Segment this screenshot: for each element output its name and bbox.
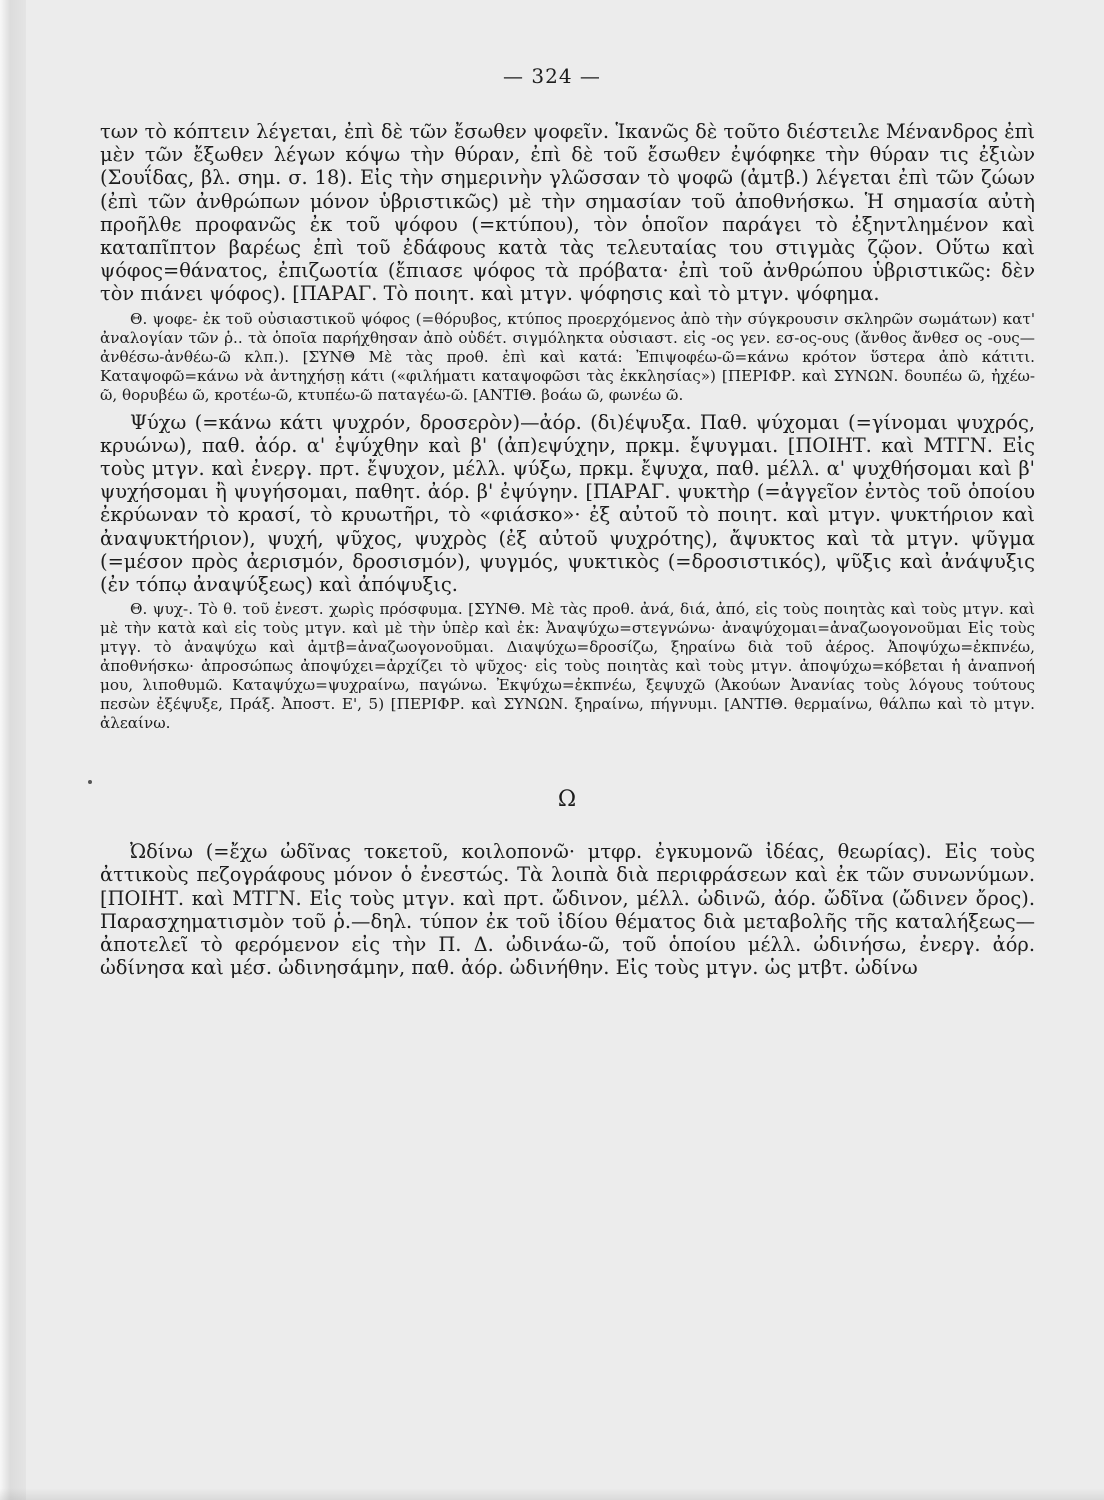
page-number: — 324 — [503, 64, 601, 88]
margin-mark [88, 780, 92, 784]
entry-odino: Ὠδίνω (=ἔχω ὠδῖνας τοκετοῦ, κοιλοπονῶ· μτφρ. ἐγκυμονῶ ἰδέας, θεωρίας). Εἰς τοὺς ἀττικοὺς πεζογράφους μόνον ὁ ἐνεστώς. Τὰ λοιπὰ διὰ περιφράσεων καὶ ἐκ τῶν συνωνύμων. [ΠΟΙΗΤ. καὶ ΜΤΓΝ. Εἰς τοὺς μτγν. καὶ πρτ. ὤδινον, μέλλ. ὠδινῶ, ἀόρ. ὤδῖνα (ὤδινεν ὄρος). Παρασχηματισμὸν τοῦ ῥ.—δηλ. τύπον ἐκ τοῦ ἰδίου θέματος διὰ μεταβολῆς τῆς καταλήξεως—ἀποτελεῖ τὸ φερόμενον εἰς τὴν Π. Δ. ὠδινάω-ῶ, τοῦ ὁποίου μέλλ. ὠδινήσω, ἐνεργ. ἀόρ. ὠδίνησα καὶ μέσ. ὠδινησάμην, παθ. ἀόρ. ὠδινήθην. Εἰς τοὺς μτγν. ὡς μτβτ. ὠδίνω [100, 840, 1035, 980]
text-column [100, 120, 1035, 979]
entry-psofo-continuation: των τὸ κόπτειν λέγεται, ἐπὶ δὲ τῶν ἔσωθεν ψοφεῖν. Ἱκανῶς δὲ τοῦτο διέστειλε Μένανδρος ἐπὶ μὲν τῶν ἔξωθεν λέγων κόψω τὴν θύραν, ἐπὶ δὲ τοῦ ἔσωθεν ἐψόφηκε τὴν θύραν τις ἐξιὼν (Σουΐδας, βλ. σημ. σ. 18). Εἰς τὴν σημερινὴν γλῶσσαν τὸ ψοφῶ (ἀμτβ.) λέγεται ἐπὶ τῶν ζώων (ἐπὶ τῶν ἀνθρώπων μόνον ὑβριστικῶς) μὲ τὴν σημασίαν τοῦ ἀποθνήσκω. Ἡ σημασία αὐτὴ προῆλθε προφανῶς ἐκ τοῦ ψόφου (=κτύπου), τὸν ὁποῖον παράγει τὸ ἐξηντλημένον καὶ καταπῖπτον βαρέως ἐπὶ τοῦ ἐδάφους κατὰ τὰς τελευταίας του στιγμὰς ζῷον. Οὕτω καὶ ψόφος=θάνατος, ἐπιζωοτία (ἔπιασε ψόφος τὰ πρόβατα· ἐπὶ τοῦ ἀνθρώπου ὑβριστικῶς: δὲν τὸν πιάνει ψόφος). [ΠΑΡΑΓ. Τὸ ποιητ. καὶ μτγν. ψόφησις καὶ τὸ μτγν. ψόφημα. [100, 120, 1035, 306]
entry-psofo-note: Θ. ψοφε- ἐκ τοῦ οὐσιαστικοῦ ψόφος (=θόρυβος, κτύπος προερχόμενος ἀπὸ τὴν σύγκρουσιν σκληρῶν σωμάτων) κατ' ἀναλογίαν τῶν ῥ.. τὰ ὁποῖα παρήχθησαν ἀπὸ οὐδέτ. σιγμόληκτα οὐσιαστ. εἰς -ος γεν. εσ-ος-ους (ἄνθος ἄνθεσ ος -ους—ἀνθέσω-ἀνθέω-ῶ κλπ.). [ΣΥΝΘ Μὲ τὰς προθ. ἐπὶ καὶ κατά: Ἐπιψοφέω-ῶ=κάνω κρότον ὕστερα ἀπὸ κάτιτι. Καταψοφῶ=κάνω νὰ ἀντηχήσῃ κάτι («φιλήματι καταψοφῶσι τὰς ἐκκλησίας») [ΠΕΡΙΦΡ. καὶ ΣΥΝΩΝ. δουπέω ῶ, ἠχέω-ῶ, θορυβέω ῶ, κροτέω-ῶ, κτυπέω-ῶ παταγέω-ῶ. [ΑΝΤΙΘ. βοάω ῶ, φωνέω ῶ. [100, 309, 1035, 404]
entry-psycho: Ψύχω (=κάνω κάτι ψυχρόν, δροσερὸν)—ἀόρ. (δι)έψυξα. Παθ. ψύχομαι (=γίνομαι ψυχρός, κρυώνω), παθ. ἀόρ. α' ἐψύχθην καὶ β' (ἀπ)εψύχην, πρκμ. ἔψυγμαι. [ΠΟΙΗΤ. καὶ ΜΤΓΝ. Εἰς τοὺς μτγν. καὶ ἐνεργ. πρτ. ἔψυχον, μέλλ. ψύξω, πρκμ. ἔψυχα, παθ. μέλλ. α' ψυχθήσομαι καὶ β' ψυχήσομαι ἢ ψυγήσομαι, παθητ. ἀόρ. β' ἐψύγην. [ΠΑΡΑΓ. ψυκτὴρ (=ἀγγεῖον ἐντὸς τοῦ ὁποίου ἐκρύωναν τὸ κρασί, τὸ κρυωτῆρι, τὸ «φιάσκο»· ἐξ αὐτοῦ τὸ ποιητ. καὶ μτγν. ψυκτήριον καὶ ἀναψυκτήριον), ψυχή, ψῦχος, ψυχρὸς (ἐξ αὐτοῦ ψυχρότης), ἄψυκτος καὶ τὰ μτγν. ψῦγμα (=μέσον πρὸς ἀερισμόν, δροσισμόν), ψυγμός, ψυκτικὸς (=δροσιστικός), ψῦξις καὶ ἀνάψυξις (ἐν τόπῳ ἀναψύξεως) καὶ ἀπόψυξις. [100, 410, 1035, 597]
entry-psycho-note: Θ. ψυχ-. Τὸ θ. τοῦ ἐνεστ. χωρὶς πρόσφυμα. [ΣΥΝΘ. Μὲ τὰς προθ. ἀνά, διά, ἀπό, εἰς τοὺς ποιητὰς καὶ τοὺς μτγν. καὶ μὲ τὴν κατὰ καὶ εἰς τοὺς μτγν. καὶ μὲ τὴν ὑπὲρ καὶ ἐκ: Ἀναψύχω=στεγνώνω· ἀναψύχομαι=ἀναζωογονοῦμαι Εἰς τοὺς μτγγ. τὸ ἀναψύχω καὶ ἀμτβ=ἀναζωογονοῦμαι. Διαψύχω=δροσίζω, ξηραίνω διὰ τοῦ ἀέρος. Ἀποψύχω=ἐκπνέω, ἀποθνήσκω· ἀπροσώπως ἀποψύχει=ἀρχίζει τὸ ψῦχος· εἰς τοὺς ποιητὰς καὶ τοὺς μτγν. ἀποψύχω=κόβεται ἡ ἀναπνοή μου, λιποθυμῶ. Καταψύχω=ψυχραίνω, παγώνω. Ἐκψύχω=ἐκπνέω, ξεψυχῶ (Ἀκούων Ἀνανίας τοὺς λόγους τούτους πεσὼν ἐξέψυξε, Πράξ. Ἀποστ. Ε', 5) [ΠΕΡΙΦΡ. καὶ ΣΥΝΩΝ. ξηραίνω, πήγνυμι. [ΑΝΤΙΘ. θερμαίνω, θάλπω καὶ τὸ μτγν. ἀλεαίνω. [100, 600, 1035, 733]
section-heading-omega: Ω [557, 787, 578, 813]
page-bottom-shadow [0, 1488, 1104, 1500]
binding-edge [0, 0, 26, 1500]
